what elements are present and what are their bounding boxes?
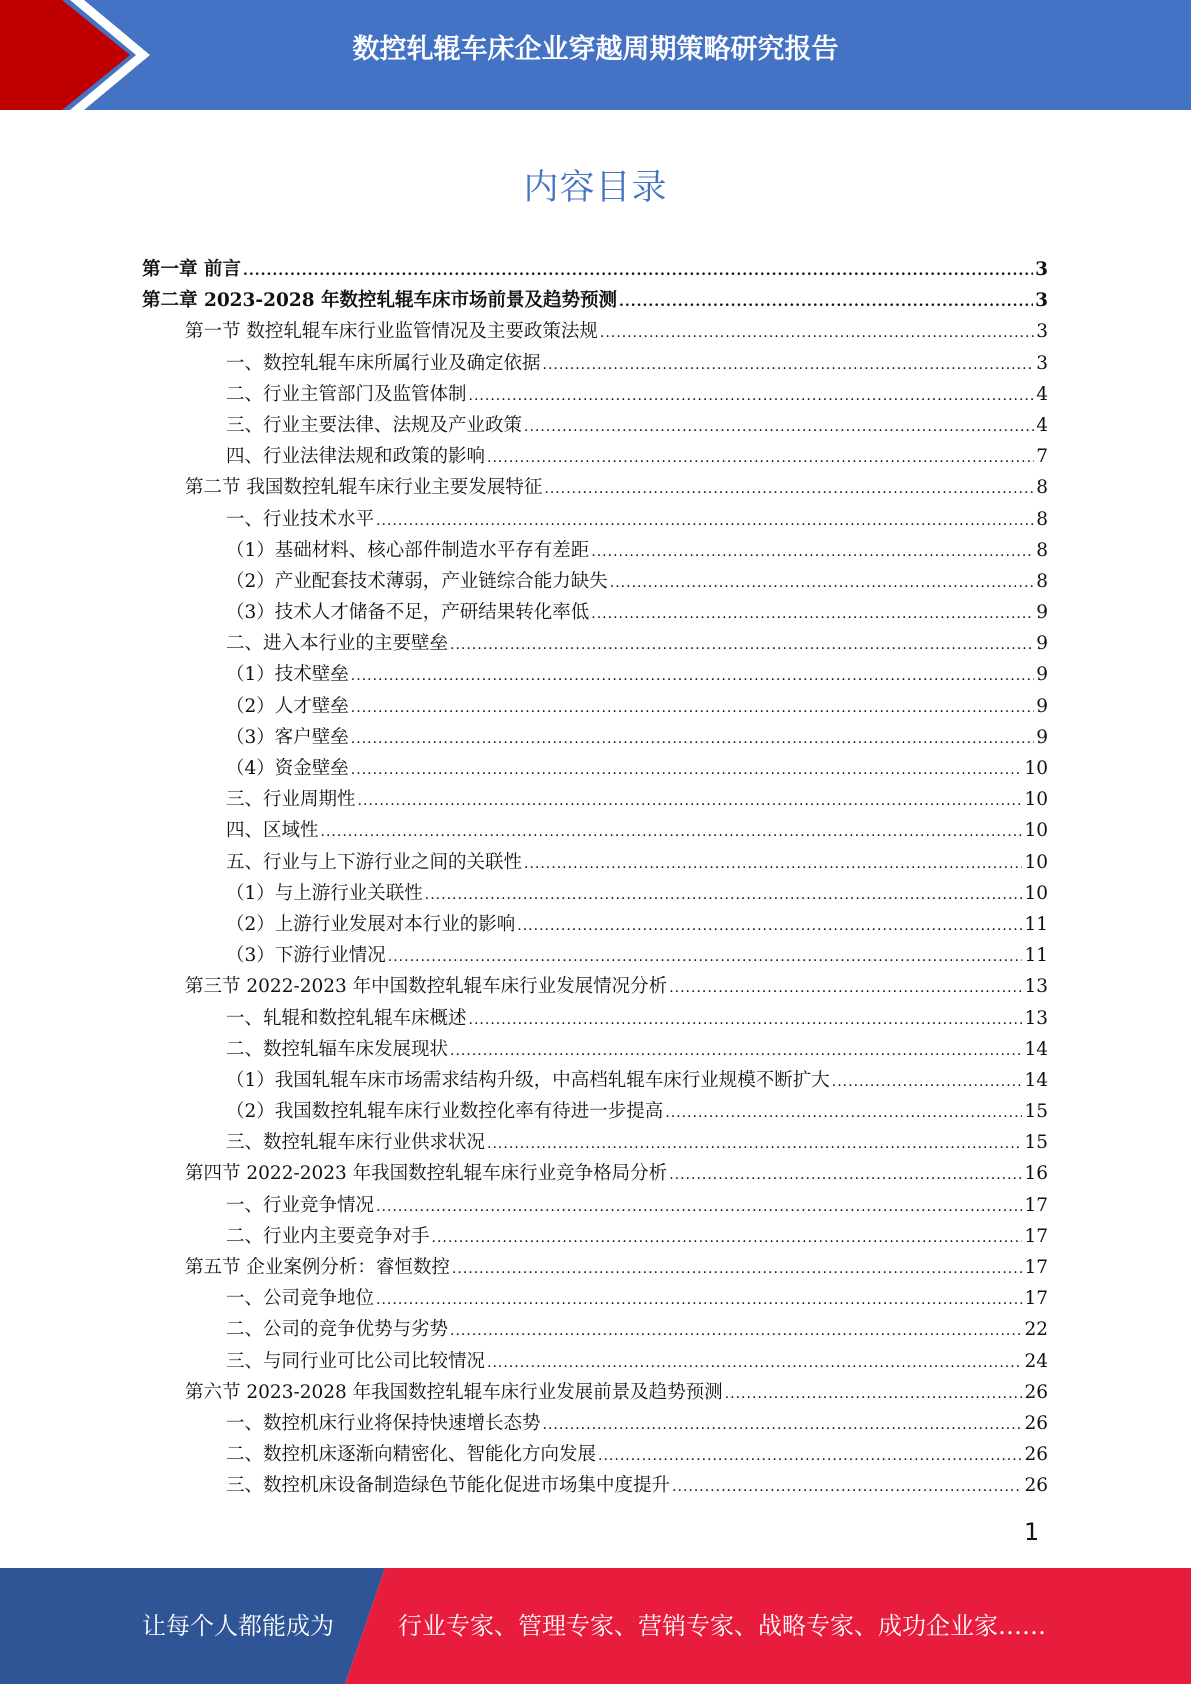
- toc-entry-page: 9: [1036, 602, 1048, 624]
- toc-leader-dots: [243, 263, 1033, 279]
- toc-entry-label: 第三节 2022-2023 年中国数控轧辊车床行业发展情况分析: [185, 976, 668, 998]
- toc-entry-label: 三、与同行业可比公司比较情况: [226, 1350, 486, 1372]
- toc-entry[interactable]: [142, 255, 1048, 286]
- toc-leader-dots: [524, 856, 1022, 872]
- toc-entry-label: 一、行业技术水平: [226, 508, 375, 530]
- toc-entry-page: 9: [1036, 695, 1048, 717]
- toc-entry[interactable]: [142, 286, 1048, 317]
- toc-entry-label: 二、数控轧辐车床发展现状: [226, 1038, 449, 1060]
- toc-entry-page: 26: [1024, 1381, 1048, 1403]
- toc-entry[interactable]: [142, 848, 1048, 879]
- toc-entry[interactable]: [142, 785, 1048, 816]
- toc-entry-label: 第五节 企业案例分析：睿恒数控: [185, 1257, 450, 1278]
- toc-leader-dots: [524, 419, 1034, 435]
- toc-leader-dots: [351, 668, 1034, 684]
- toc-entry-page: 8: [1036, 539, 1048, 561]
- toc-entry-label: 三、数控机床设备制造绿色节能化促进市场集中度提升: [226, 1475, 671, 1497]
- toc-entry-label: （1）我国轧辊车床市场需求结构升级，中高档轧辊车床行业规模不断扩大: [226, 1069, 830, 1091]
- toc-leader-dots: [832, 1074, 1023, 1090]
- toc-leader-dots: [669, 1167, 1022, 1183]
- toc-entry-label: 第一节 数控轧辊车床行业监管情况及主要政策法规: [185, 321, 598, 343]
- toc-entry-label: 三、行业主要法律、法规及产业政策: [226, 414, 523, 436]
- toc-entry[interactable]: [142, 1191, 1048, 1222]
- footer-slogan-right: 行业专家、管理专家、营销专家、战略专家、成功企业家……: [398, 1612, 1046, 1640]
- table-of-contents: [142, 255, 1048, 1503]
- toc-entry[interactable]: [142, 473, 1048, 504]
- toc-leader-dots: [543, 357, 1035, 373]
- toc-entry[interactable]: [142, 1159, 1048, 1190]
- toc-entry[interactable]: [142, 879, 1048, 910]
- toc-leader-dots: [487, 1355, 1022, 1371]
- toc-entry-label: 第二章 2023-2028 年数控轧辊车床市场前景及趋势预测: [142, 290, 618, 312]
- toc-entry-page: 13: [1024, 976, 1048, 998]
- toc-entry-page: 9: [1036, 633, 1048, 655]
- toc-leader-dots: [619, 294, 1033, 310]
- toc-entry-label: 第一章 前言: [142, 259, 241, 280]
- toc-leader-dots: [351, 731, 1034, 747]
- toc-leader-dots: [388, 949, 1023, 965]
- toc-entry[interactable]: [142, 1315, 1048, 1346]
- toc-entry-page: 11: [1024, 913, 1048, 935]
- toc-leader-dots: [517, 918, 1022, 934]
- toc-entry[interactable]: [142, 1035, 1048, 1066]
- toc-entry-page: 3: [1036, 321, 1048, 343]
- page-number: 1: [1024, 1518, 1040, 1546]
- toc-leader-dots: [450, 1043, 1022, 1059]
- toc-leader-dots: [591, 606, 1034, 622]
- toc-entry[interactable]: [142, 1097, 1048, 1128]
- toc-leader-dots: [358, 793, 1023, 809]
- toc-leader-dots: [487, 1136, 1022, 1152]
- toc-entry-label: 二、数控机床逐渐向精密化、智能化方向发展: [226, 1444, 597, 1466]
- toc-leader-dots: [598, 1448, 1022, 1464]
- toc-entry-page: 14: [1024, 1069, 1048, 1091]
- toc-entry-label: 五、行业与上下游行业之间的关联性: [226, 851, 523, 873]
- toc-entry-label: （1）基础材料、核心部件制造水平存有差距: [226, 539, 590, 561]
- toc-entry-page: 10: [1024, 820, 1048, 842]
- toc-entry[interactable]: [142, 442, 1048, 473]
- toc-entry-page: 11: [1024, 945, 1048, 967]
- toc-leader-dots: [351, 762, 1023, 778]
- toc-leader-dots: [425, 887, 1023, 903]
- toc-leader-dots: [725, 1386, 1023, 1402]
- toc-entry-page: 14: [1024, 1038, 1048, 1060]
- toc-leader-dots: [669, 980, 1022, 996]
- toc-entry-page: 3: [1035, 290, 1048, 312]
- toc-entry-page: 17: [1024, 1225, 1048, 1247]
- toc-entry[interactable]: [142, 1128, 1048, 1159]
- toc-entry-page: 26: [1024, 1444, 1048, 1466]
- toc-entry[interactable]: [142, 816, 1048, 847]
- toc-entry-page: 10: [1024, 758, 1048, 779]
- toc-entry-label: 二、公司的竞争优势与劣势: [226, 1319, 449, 1341]
- toc-entry-label: 一、公司竞争地位: [226, 1288, 375, 1310]
- toc-entry-page: 17: [1024, 1257, 1048, 1278]
- toc-heading: 内容目录: [523, 168, 668, 208]
- toc-leader-dots: [376, 1199, 1022, 1215]
- toc-entry[interactable]: [142, 380, 1048, 411]
- toc-leader-dots: [432, 1230, 1023, 1246]
- toc-entry[interactable]: [142, 941, 1048, 972]
- toc-entry-page: 4: [1036, 414, 1048, 436]
- toc-entry[interactable]: [142, 1409, 1048, 1440]
- toc-entry[interactable]: [142, 1004, 1048, 1035]
- toc-leader-dots: [487, 450, 1034, 466]
- toc-entry-page: 24: [1024, 1350, 1048, 1372]
- toc-entry-label: （2）人才壁垒: [226, 695, 349, 717]
- toc-entry-page: 16: [1024, 1163, 1048, 1185]
- toc-entry-page: 9: [1036, 726, 1048, 748]
- toc-entry[interactable]: [142, 1222, 1048, 1253]
- toc-entry-label: 二、行业内主要竞争对手: [226, 1225, 430, 1247]
- toc-entry[interactable]: [142, 349, 1048, 380]
- toc-entry[interactable]: [142, 1471, 1048, 1502]
- toc-entry-label: （1）与上游行业关联性: [226, 882, 423, 904]
- toc-entry-label: （3）技术人才储备不足，产研结果转化率低: [226, 602, 590, 624]
- toc-entry[interactable]: [142, 1378, 1048, 1409]
- toc-entry-label: 四、区域性: [226, 820, 319, 842]
- toc-entry[interactable]: [142, 660, 1048, 691]
- toc-entry-page: 17: [1024, 1194, 1048, 1216]
- toc-entry-page: 7: [1036, 446, 1048, 468]
- toc-entry-label: 一、轧辊和数控轧辊车床概述: [226, 1007, 467, 1029]
- toc-leader-dots: [610, 575, 1034, 591]
- toc-entry-label: 第四节 2022-2023 年我国数控轧辊车床行业竞争格局分析: [185, 1163, 668, 1185]
- toc-entry[interactable]: [142, 723, 1048, 754]
- toc-entry-page: 10: [1024, 789, 1048, 811]
- toc-leader-dots: [351, 700, 1034, 716]
- toc-entry-page: 3: [1036, 352, 1048, 374]
- toc-entry-page: 15: [1024, 1101, 1048, 1123]
- footer-banner: [0, 1568, 1191, 1684]
- toc-entry-label: 一、数控轧辊车床所属行业及确定依据: [226, 352, 541, 374]
- toc-entry[interactable]: [142, 1440, 1048, 1471]
- toc-entry-page: 13: [1024, 1007, 1048, 1029]
- toc-entry-page: 8: [1036, 570, 1048, 592]
- toc-entry[interactable]: [142, 411, 1048, 442]
- toc-entry-page: 26: [1024, 1412, 1048, 1434]
- toc-leader-dots: [376, 1292, 1022, 1308]
- toc-entry-label: 三、行业周期性: [226, 789, 356, 811]
- toc-leader-dots: [469, 1012, 1023, 1028]
- toc-leader-dots: [321, 824, 1023, 840]
- toc-entry[interactable]: [142, 598, 1048, 629]
- toc-entry[interactable]: [142, 505, 1048, 536]
- toc-entry-label: （1）技术壁垒: [226, 664, 349, 686]
- toc-leader-dots: [376, 513, 1034, 529]
- toc-entry-page: 26: [1024, 1475, 1048, 1497]
- toc-leader-dots: [591, 544, 1034, 560]
- toc-entry-page: 8: [1036, 508, 1048, 530]
- report-title: 数控轧辊车床企业穿越周期策略研究报告: [352, 34, 839, 65]
- footer-slogan-left: 让每个人都能成为: [142, 1612, 334, 1640]
- toc-leader-dots: [452, 1261, 1023, 1277]
- toc-entry[interactable]: [142, 1284, 1048, 1315]
- toc-entry[interactable]: [142, 629, 1048, 660]
- toc-entry-label: （4）资金壁垒: [226, 758, 349, 779]
- toc-entry-label: 二、进入本行业的主要壁垒: [226, 633, 449, 655]
- toc-leader-dots: [450, 1323, 1022, 1339]
- toc-entry[interactable]: [142, 972, 1048, 1003]
- toc-leader-dots: [450, 637, 1034, 653]
- toc-entry[interactable]: [142, 692, 1048, 723]
- toc-leader-dots: [665, 1105, 1022, 1121]
- toc-entry-label: 三、数控轧辊车床行业供求状况: [226, 1132, 486, 1154]
- toc-leader-dots: [469, 388, 1035, 404]
- toc-entry-label: （2）产业配套技术薄弱，产业链综合能力缺失: [226, 570, 608, 592]
- toc-entry-label: （3）客户壁垒: [226, 726, 349, 748]
- toc-entry-page: 22: [1024, 1319, 1048, 1341]
- toc-entry[interactable]: [142, 1066, 1048, 1097]
- toc-entry-label: 一、行业竞争情况: [226, 1194, 375, 1216]
- toc-entry-label: 一、数控机床行业将保持快速增长态势: [226, 1412, 541, 1434]
- toc-leader-dots: [672, 1479, 1022, 1495]
- toc-entry[interactable]: [142, 910, 1048, 941]
- toc-entry-page: 9: [1036, 664, 1048, 686]
- toc-leader-dots: [600, 325, 1034, 341]
- toc-entry-label: 四、行业法律法规和政策的影响: [226, 446, 486, 468]
- toc-leader-dots: [543, 1417, 1023, 1433]
- toc-entry[interactable]: [142, 1253, 1048, 1284]
- toc-entry-label: （2）我国数控轧辊车床行业数控化率有待进一步提高: [226, 1101, 664, 1123]
- toc-entry-page: 15: [1024, 1132, 1048, 1154]
- toc-entry-page: 8: [1036, 477, 1048, 499]
- toc-entry-page: 17: [1024, 1288, 1048, 1310]
- toc-entry-label: 二、行业主管部门及监管体制: [226, 383, 467, 405]
- toc-entry-label: 第六节 2023-2028 年我国数控轧辊车床行业发展前景及趋势预测: [185, 1381, 723, 1403]
- toc-entry-page: 10: [1024, 851, 1048, 873]
- header-banner: [0, 0, 1191, 110]
- toc-entry[interactable]: [142, 317, 1048, 348]
- toc-leader-dots: [544, 481, 1034, 497]
- toc-entry-page: 3: [1035, 259, 1048, 280]
- toc-entry-page: 10: [1024, 882, 1048, 904]
- toc-entry-label: （3）下游行业情况: [226, 945, 386, 967]
- toc-entry[interactable]: [142, 754, 1048, 785]
- toc-entry-page: 4: [1036, 383, 1048, 405]
- toc-entry-label: （2）上游行业发展对本行业的影响: [226, 913, 516, 935]
- toc-entry-label: 第二节 我国数控轧辊车床行业主要发展特征: [185, 477, 543, 499]
- toc-entry[interactable]: [142, 567, 1048, 598]
- toc-entry[interactable]: [142, 1347, 1048, 1378]
- toc-entry[interactable]: [142, 536, 1048, 567]
